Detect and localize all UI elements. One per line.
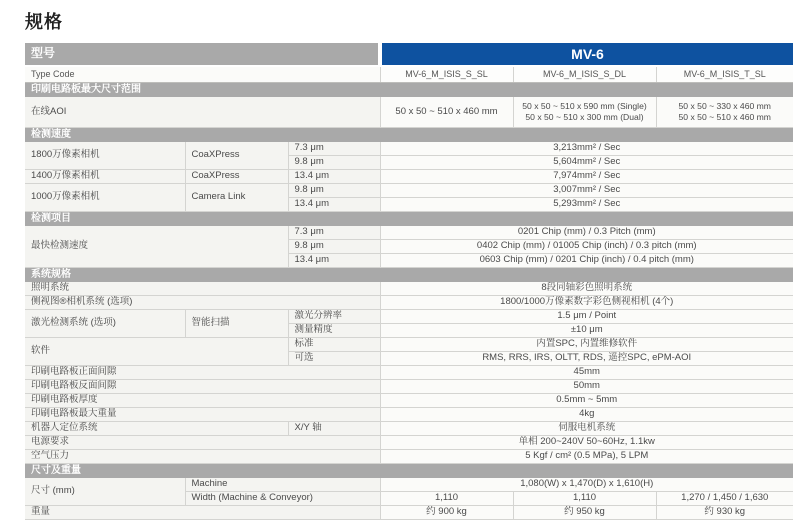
cell-software-label: 软件 xyxy=(25,338,288,366)
cell-max-weight-label: 印刷电路板最大重量 xyxy=(25,408,380,422)
aoi-value-3-line1: 50 x 50 ~ 330 x 460 mm xyxy=(678,101,771,112)
cell-items-res-1: 7.3 μm xyxy=(288,226,380,240)
cell-sideview-label: 侧视图®相机系统 (选项) xyxy=(25,296,380,310)
row-sideview xyxy=(25,296,793,310)
section-items-title: 检测项目 xyxy=(25,212,793,227)
cell-items-res-3: 13.4 μm xyxy=(288,254,380,268)
row-air xyxy=(25,450,793,464)
row-online-aoi xyxy=(25,97,793,128)
cell-positioning-value: 伺服电机系统 xyxy=(380,422,793,436)
section-speed-title: 检测速度 xyxy=(25,128,793,143)
cell-type-code-2: MV-6_M_ISIS_S_DL xyxy=(513,66,656,83)
cell-back-clearance-label: 印刷电路板反面间隙 xyxy=(25,380,380,394)
cell-back-clearance-value: 50mm xyxy=(380,380,793,394)
cell-laser-mode: 智能扫描 xyxy=(185,310,288,338)
cell-interface-coaxpress-1: CoaXPress xyxy=(185,142,288,170)
cell-speed-value-3: 7,974mm² / Sec xyxy=(380,170,793,184)
row-section-pcb-size xyxy=(25,83,793,98)
row-items-1 xyxy=(25,226,793,240)
section-pcb-size-title: 印刷电路板最大尺寸范围 xyxy=(25,83,793,98)
spec-table xyxy=(25,43,793,520)
cell-machine-value: 1,080(W) x 1,470(D) x 1,610(H) xyxy=(380,478,793,492)
cell-thickness-value: 0.5mm ~ 5mm xyxy=(380,394,793,408)
cell-interface-cameralink: Camera Link xyxy=(185,184,288,212)
cell-items-label: 最快检测速度 xyxy=(25,226,288,268)
cell-speed-value-2: 5,604mm² / Sec xyxy=(380,156,793,170)
cell-weight-label: 重量 xyxy=(25,506,380,520)
cell-width-label: Width (Machine & Conveyor) xyxy=(185,492,380,506)
cell-thickness-label: 印刷电路板厚度 xyxy=(25,394,380,408)
row-section-system xyxy=(25,268,793,283)
aoi-value-2-line2: 50 x 50 ~ 510 x 300 mm (Dual) xyxy=(525,112,644,122)
cell-front-clearance-value: 45mm xyxy=(380,366,793,380)
row-front-clearance xyxy=(25,366,793,380)
row-illumination xyxy=(25,282,793,296)
cell-laser-acc-value: ±10 μm xyxy=(380,324,793,338)
cell-positioning-axis: X/Y 轴 xyxy=(288,422,380,436)
cell-speed-res-3: 13.4 μm xyxy=(288,170,380,184)
row-back-clearance xyxy=(25,380,793,394)
cell-speed-value-5: 5,293mm² / Sec xyxy=(380,198,793,212)
cell-camera-18mp: 1800万像素相机 xyxy=(25,142,185,170)
cell-machine-label: Machine xyxy=(185,478,380,492)
cell-illumination-label: 照明系统 xyxy=(25,282,380,296)
row-section-dimensions xyxy=(25,464,793,479)
cell-front-clearance-label: 印刷电路板正面间隙 xyxy=(25,366,380,380)
cell-speed-value-4: 3,007mm² / Sec xyxy=(380,184,793,198)
page-title: 规格 xyxy=(25,12,63,32)
section-dimensions-title: 尺寸及重量 xyxy=(25,464,793,479)
cell-speed-value-1: 3,213mm² / Sec xyxy=(380,142,793,156)
cell-sideview-value: 1800/1000万像素数字彩色侧视相机 (4个) xyxy=(380,296,793,310)
row-laser-resolution xyxy=(25,310,793,324)
cell-power-value: 单相 200~240V 50~60Hz, 1.1kw xyxy=(380,436,793,450)
cell-speed-res-4: 9.8 μm xyxy=(288,184,380,198)
aoi-value-2-line1: 50 x 50 ~ 510 x 590 mm (Single) xyxy=(522,101,647,112)
cell-speed-res-5: 13.4 μm xyxy=(288,198,380,212)
cell-items-value-1: 0201 Chip (mm) / 0.3 Pitch (mm) xyxy=(380,226,793,240)
row-type-code xyxy=(25,66,793,83)
row-speed-3 xyxy=(25,170,793,184)
aoi-value-3-line2: 50 x 50 ~ 510 x 460 mm xyxy=(678,112,771,122)
cell-aoi-value-3 xyxy=(656,97,793,128)
cell-max-weight-value: 4kg xyxy=(380,408,793,422)
row-power xyxy=(25,436,793,450)
cell-weight-value-3: 约 930 kg xyxy=(656,506,793,520)
cell-items-res-2: 9.8 μm xyxy=(288,240,380,254)
row-weight xyxy=(25,506,793,520)
cell-positioning-label: 机器人定位系统 xyxy=(25,422,288,436)
cell-speed-res-1: 7.3 μm xyxy=(288,142,380,156)
cell-laser-label: 激光检测系统 (选项) xyxy=(25,310,185,338)
cell-items-value-3: 0603 Chip (mm) / 0201 Chip (inch) / 0.4 pitch (mm) xyxy=(380,254,793,268)
cell-interface-coaxpress-2: CoaXPress xyxy=(185,170,288,184)
cell-software-std-label: 标准 xyxy=(288,338,380,352)
cell-illumination-value: 8段同轴彩色照明系统 xyxy=(380,282,793,296)
section-system-title: 系统规格 xyxy=(25,268,793,283)
cell-model-name: MV-6 xyxy=(380,43,793,66)
cell-laser-res-label: 激光分辨率 xyxy=(288,310,380,324)
cell-weight-value-1: 约 900 kg xyxy=(380,506,513,520)
cell-power-label: 电源要求 xyxy=(25,436,380,450)
row-speed-1 xyxy=(25,142,793,156)
cell-type-code-label: Type Code xyxy=(25,66,380,83)
cell-air-value: 5 Kgf / cm² (0.5 MPa), 5 LPM xyxy=(380,450,793,464)
cell-aoi-value-1: 50 x 50 ~ 510 x 460 mm xyxy=(380,97,513,128)
cell-software-std-value: 内置SPC, 内置维修软件 xyxy=(380,338,793,352)
row-section-speed xyxy=(25,128,793,143)
cell-width-value-2: 1,110 xyxy=(513,492,656,506)
row-section-items xyxy=(25,212,793,227)
cell-software-opt-label: 可选 xyxy=(288,352,380,366)
cell-aoi-value-2 xyxy=(513,97,656,128)
cell-air-label: 空气压力 xyxy=(25,450,380,464)
row-speed-4 xyxy=(25,184,793,198)
row-positioning xyxy=(25,422,793,436)
cell-type-code-1: MV-6_M_ISIS_S_SL xyxy=(380,66,513,83)
row-max-weight xyxy=(25,408,793,422)
cell-weight-value-2: 约 950 kg xyxy=(513,506,656,520)
cell-camera-10mp: 1000万像素相机 xyxy=(25,184,185,212)
cell-width-value-1: 1,110 xyxy=(380,492,513,506)
cell-type-code-3: MV-6_M_ISIS_T_SL xyxy=(656,66,793,83)
cell-online-aoi-label: 在线AOI xyxy=(25,97,380,128)
row-thickness xyxy=(25,394,793,408)
cell-software-opt-value: RMS, RRS, IRS, OLTT, RDS, 遥控SPC, ePM-AOI xyxy=(380,352,793,366)
cell-camera-14mp: 1400万像素相机 xyxy=(25,170,185,184)
cell-model-label: 型号 xyxy=(25,43,380,66)
row-model-header xyxy=(25,43,793,66)
cell-laser-res-value: 1.5 μm / Point xyxy=(380,310,793,324)
cell-items-value-2: 0402 Chip (mm) / 01005 Chip (inch) / 0.3 pitch (mm) xyxy=(380,240,793,254)
cell-width-value-3: 1,270 / 1,450 / 1,630 xyxy=(656,492,793,506)
cell-speed-res-2: 9.8 μm xyxy=(288,156,380,170)
cell-laser-acc-label: 测量精度 xyxy=(288,324,380,338)
row-software-standard xyxy=(25,338,793,352)
row-machine-size xyxy=(25,478,793,492)
cell-size-label: 尺寸 (mm) xyxy=(25,478,185,506)
